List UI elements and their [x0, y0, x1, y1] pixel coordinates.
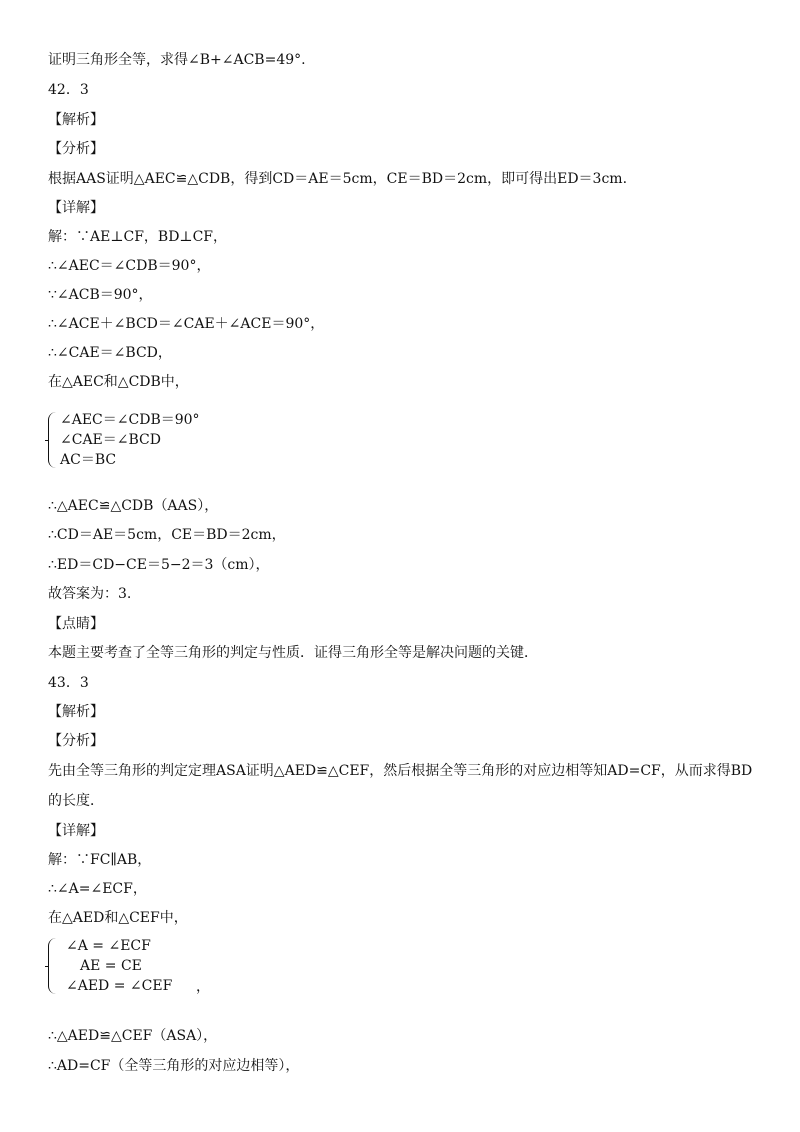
equation-row: ∠A = ∠ECF [66, 938, 151, 954]
text-line: ∴AD=CF（全等三角形的对应边相等）， [48, 1058, 300, 1074]
section-heading: 【解析】 [48, 704, 104, 720]
text-line: ∴∠A=∠ECF， [48, 881, 147, 897]
equation-system [48, 936, 210, 996]
text-line: ∴∠AEC＝∠CDB＝90°， [48, 258, 211, 274]
section-heading: 【分析】 [48, 733, 104, 749]
text-line: ∴ED＝CD−CE＝5−2＝3（cm）， [48, 557, 270, 573]
text-line: ∴△AEC≌△CDB（AAS）， [48, 498, 219, 514]
text-line: ∵∠ACB＝90°， [48, 287, 153, 303]
text-line: 在△AEC和△CDB中， [48, 374, 189, 390]
text-line: ∴∠ACE＋∠BCD＝∠CAE＋∠ACE＝90°， [48, 316, 325, 332]
text-line: 解：∵AE⊥CF，BD⊥CF， [48, 229, 228, 245]
text-line: 证明三角形全等，求得∠B+∠ACB=49°. [48, 52, 306, 68]
equation-system [48, 410, 200, 470]
text-line: 的长度． [48, 793, 104, 809]
equation-row: ∠AED = ∠CEF [66, 978, 173, 994]
equation-trailing-comma: ， [196, 979, 210, 995]
section-heading: 【解析】 [48, 112, 104, 128]
text-line: ∴CD＝AE＝5cm，CE＝BD＝2cm， [48, 527, 286, 543]
question-number: 43．3 [48, 675, 89, 691]
equation-row: ∠CAE＝∠BCD [60, 432, 161, 448]
section-heading: 【详解】 [48, 200, 104, 216]
section-heading: 【详解】 [48, 823, 104, 839]
text-line: 解：∵FC∥AB， [48, 852, 152, 868]
section-heading: 【分析】 [48, 141, 104, 157]
text-line: 在△AED和△CEF中， [48, 910, 188, 926]
equation-row: AC＝BC [60, 452, 117, 468]
text-line: ∴△AED≌△CEF（ASA）， [48, 1028, 218, 1044]
equation-row: AE = CE [80, 958, 142, 974]
text-line: 先由全等三角形的判定定理ASA证明△AED≌△CEF，然后根据全等三角形的对应边相等知AD=CF，从而求得BD [48, 763, 753, 779]
text-line: 故答案为：3. [48, 586, 132, 602]
equation-row: ∠AEC＝∠CDB＝90° [60, 412, 200, 428]
section-heading: 【点睛】 [48, 616, 104, 632]
text-line: 本题主要考查了全等三角形的判定与性质．证得三角形全等是解决问题的关键． [48, 645, 538, 661]
question-number: 42．3 [48, 82, 89, 98]
text-line: 根据AAS证明△AEC≌△CDB，得到CD＝AE＝5cm，CE＝BD＝2cm，即可得出ED＝3cm. [48, 171, 628, 187]
text-line: ∴∠CAE＝∠BCD， [48, 345, 172, 361]
